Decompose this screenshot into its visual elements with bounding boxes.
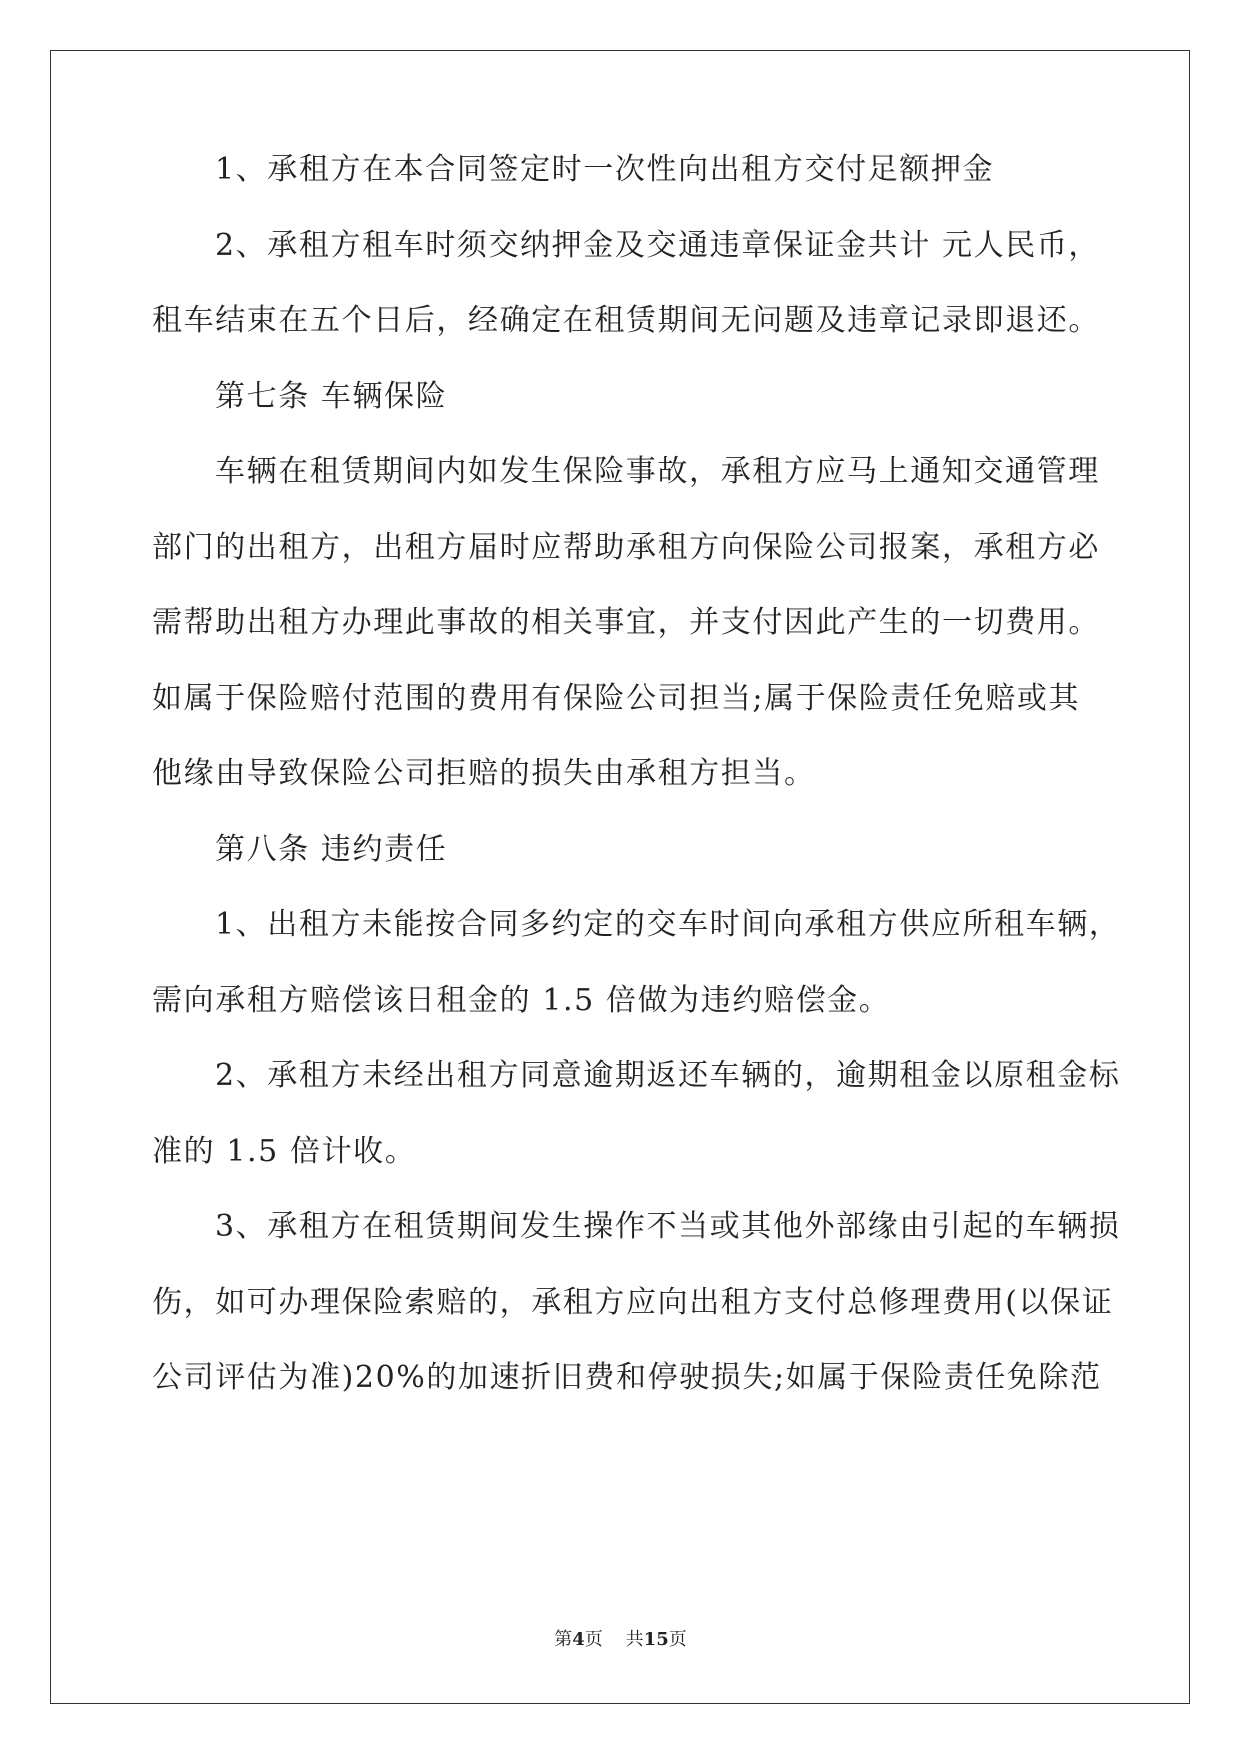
text-line: 需向承租方赔偿该日租金的 1.5 倍做为违约赔偿金。 [152, 983, 891, 1018]
text-line: 3、承租方在租赁期间发生操作不当或其他外部缘由引起的车辆损 [215, 1209, 1121, 1244]
text-line: 1、承租方在本合同签定时一次性向出租方交付足额押金 [215, 152, 995, 187]
footer-page-mid: 页 共 [584, 1629, 644, 1650]
text-line: 公司评估为准)20%的加速折旧费和停驶损失;如属于保险责任免除范 [152, 1360, 1102, 1395]
page-footer [0, 1625, 1241, 1651]
text-line: 租车结束在五个日后，经确定在租赁期间无问题及违章记录即退还。 [152, 303, 1100, 338]
text-line: 2、承租方未经出租方同意逾期返还车辆的，逾期租金以原租金标 [215, 1058, 1121, 1093]
section-heading: 第七条 车辆保险 [215, 379, 448, 414]
text-line: 车辆在租赁期间内如发生保险事故，承租方应马上通知交通管理 [215, 454, 1100, 489]
section-heading: 第八条 违约责任 [215, 832, 448, 867]
page-frame [50, 50, 1190, 1704]
text-line: 需帮助出租方办理此事故的相关事宜，并支付因此产生的一切费用。 [152, 605, 1100, 640]
text-line: 2、承租方租车时须交纳押金及交通违章保证金共计 元人民币， [215, 228, 1101, 263]
footer-page-total: 15 [643, 1629, 669, 1650]
text-line: 准的 1.5 倍计收。 [152, 1134, 417, 1169]
footer-page-current: 4 [572, 1629, 585, 1650]
text-line: 1、出租方未能按合同多约定的交车时间向承租方供应所租车辆， [215, 907, 1121, 942]
text-line: 伤，如可办理保险索赔的，承租方应向出租方支付总修理费用(以保证 [152, 1285, 1114, 1320]
footer-page-suffix: 页 [668, 1629, 687, 1650]
text-line: 他缘由导致保险公司拒赔的损失由承租方担当。 [152, 756, 816, 791]
text-line: 部门的出租方，出租方届时应帮助承租方向保险公司报案，承租方必 [152, 530, 1100, 565]
footer-page-prefix: 第 [554, 1629, 573, 1650]
text-line: 如属于保险赔付范围的费用有保险公司担当;属于保险责任免赔或其 [152, 681, 1081, 716]
